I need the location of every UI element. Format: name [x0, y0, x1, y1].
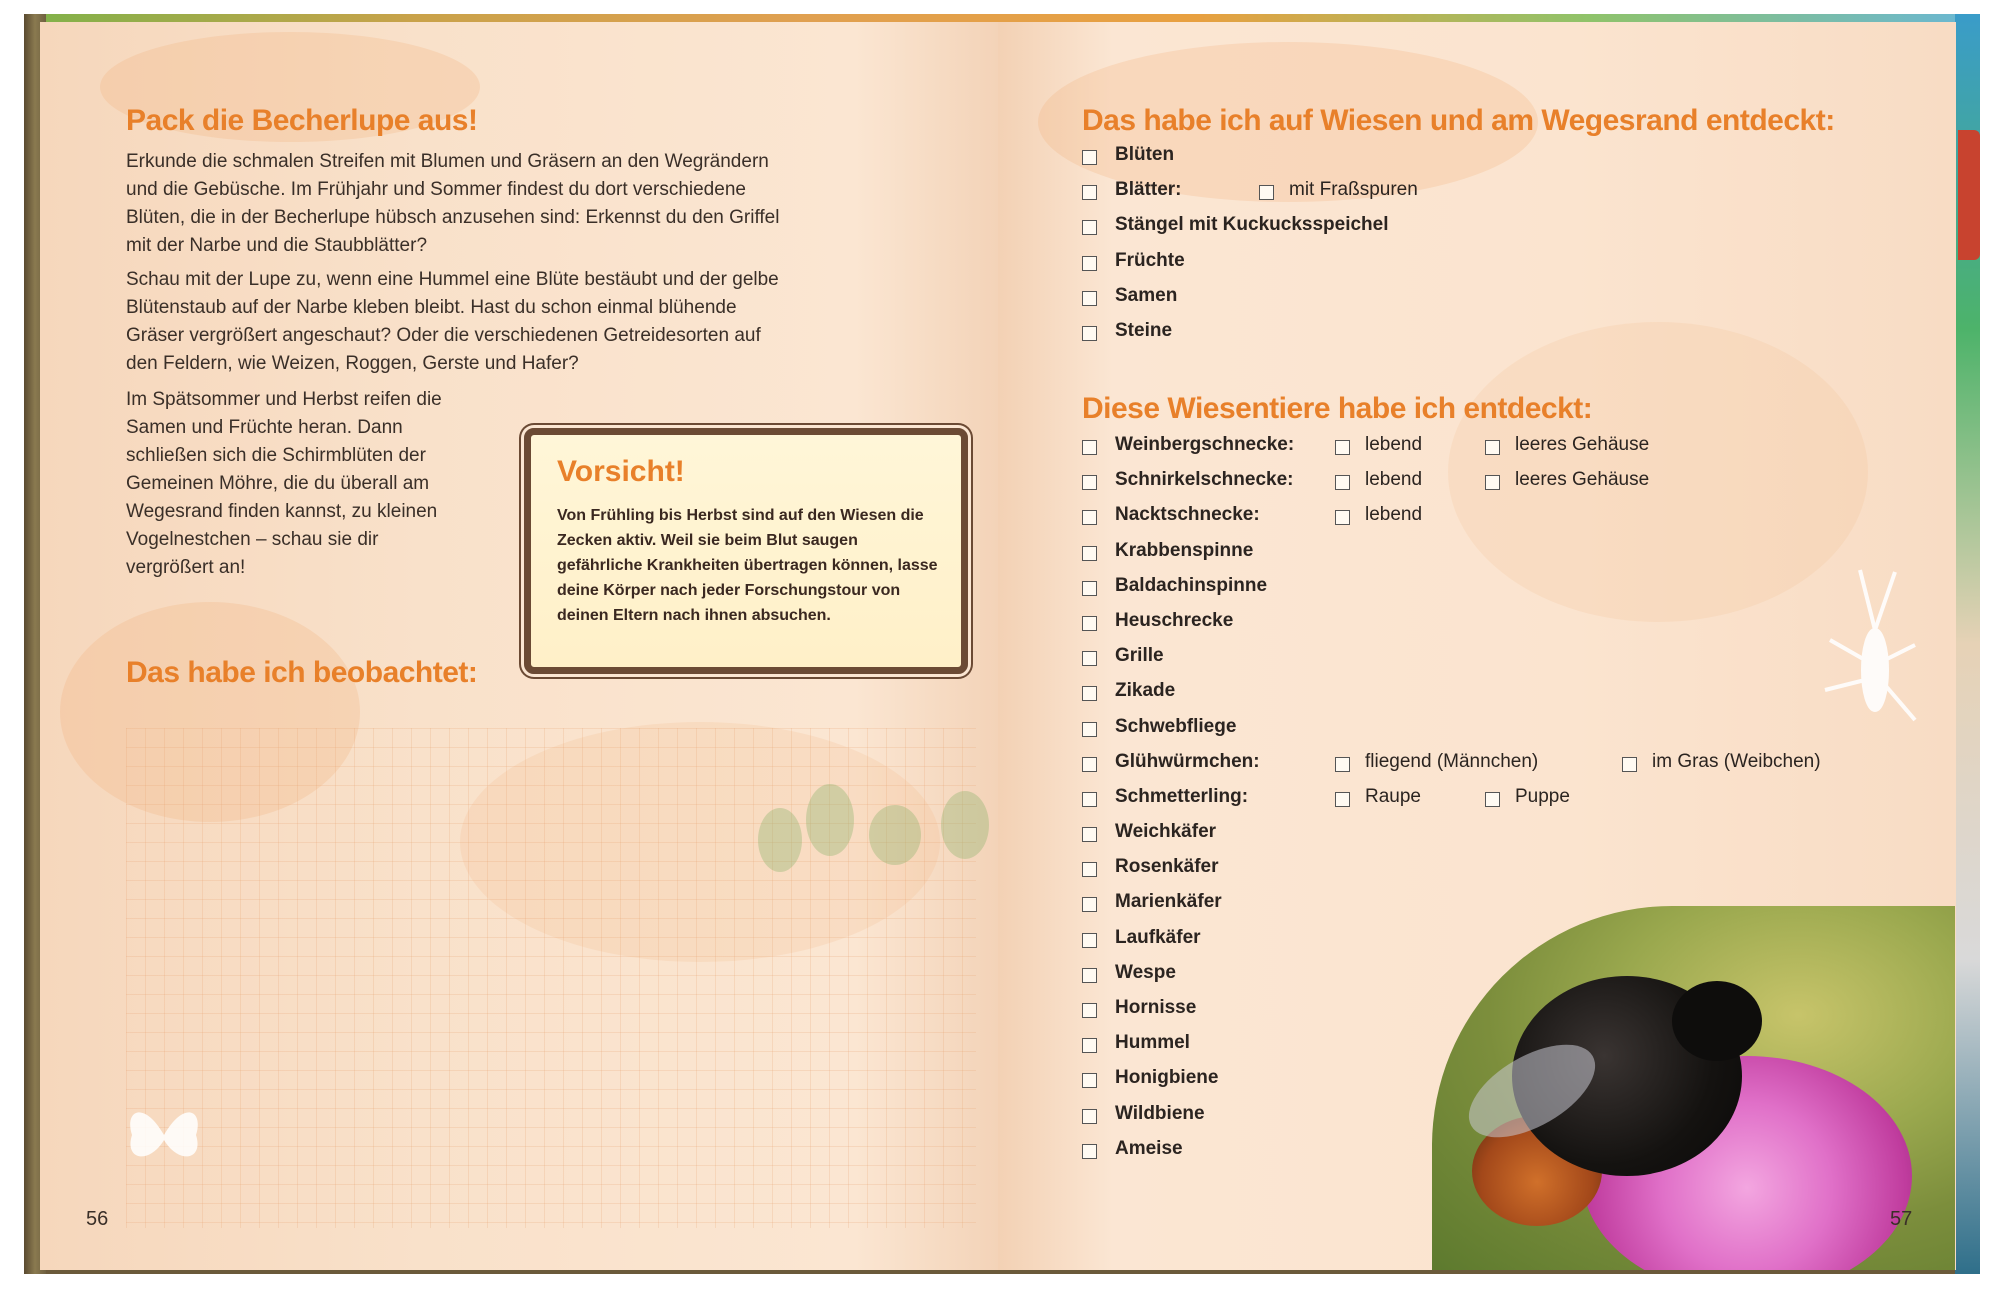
- checkbox[interactable]: [1082, 256, 1097, 271]
- decor-blob: [1448, 322, 1868, 622]
- checkbox[interactable]: [1082, 510, 1097, 525]
- checkbox[interactable]: [1082, 185, 1097, 200]
- insect-silhouette: [1820, 560, 1920, 760]
- narrow-text: [126, 386, 456, 588]
- checklist-label: Wildbiene: [1115, 1102, 1205, 1124]
- checkbox[interactable]: [1082, 686, 1097, 701]
- checkbox[interactable]: [1082, 291, 1097, 306]
- option-checkbox[interactable]: [1335, 440, 1350, 455]
- warning-title: Vorsicht!: [557, 455, 685, 488]
- option-label: leeres Gehäuse: [1515, 434, 1650, 455]
- checkbox[interactable]: [1082, 1073, 1097, 1088]
- option-label: Puppe: [1515, 785, 1570, 807]
- checkbox[interactable]: [1082, 616, 1097, 631]
- warning-box: [524, 428, 968, 674]
- checklist-label: Glühwürmchen:: [1115, 750, 1260, 772]
- option-checkbox[interactable]: [1485, 475, 1500, 490]
- checkbox[interactable]: [1082, 440, 1097, 455]
- page-number-left: 56: [86, 1208, 109, 1230]
- checklist-label: Stängel mit Kuckucksspeichel: [1115, 214, 1389, 236]
- option-label: leeres Gehäuse: [1515, 469, 1650, 491]
- option-label: lebend: [1365, 434, 1423, 455]
- option-label: lebend: [1365, 469, 1423, 491]
- checkbox[interactable]: [1082, 1038, 1097, 1053]
- option-checkbox[interactable]: [1259, 185, 1274, 200]
- checklist-label: Honigbiene: [1115, 1067, 1219, 1089]
- checkbox[interactable]: [1082, 581, 1097, 596]
- checkbox[interactable]: [1082, 1003, 1097, 1018]
- option-label: mit Fraßspuren: [1289, 179, 1418, 201]
- checkbox[interactable]: [1082, 1109, 1097, 1124]
- option-label: im Gras (Weibchen): [1652, 750, 1821, 772]
- checklist-label: Rosenkäfer: [1115, 856, 1219, 878]
- page-number-right: 57: [1890, 1208, 1913, 1230]
- checkbox[interactable]: [1082, 1144, 1097, 1159]
- option-label: fliegend (Männchen): [1365, 750, 1539, 772]
- option-checkbox[interactable]: [1335, 510, 1350, 525]
- checklist-label: Früchte: [1115, 249, 1185, 271]
- bookmark-tab: [1958, 130, 1980, 260]
- checklist-label: Weinbergschnecke:: [1115, 434, 1295, 455]
- option-checkbox[interactable]: [1485, 440, 1500, 455]
- checkbox[interactable]: [1082, 546, 1097, 561]
- checklist-label: Nacktschnecke:: [1115, 504, 1260, 526]
- paragraph-2: Schau mit der Lupe zu, wenn eine Hummel eine Blüte bestäubt und der gelbe Blütenstaub auf der Narbe kleben bleibt. Hast du schon einmal blühende Gräser vergrößert angeschaut? Oder die verschiedenen Getreidesorten auf den Feldern, wie Weizen, Roggen, Gerste und Hafer?: [126, 269, 779, 374]
- checklist-label: Ameise: [1115, 1137, 1183, 1159]
- paragraph-3: Im Spätsommer und Herbst reifen die Samen und Früchte heran. Dann schließen sich die Schirmblüten der Gemeinen Möhre, die du überall am Wegesrand finden kannst, zu kleinen Vogelnestchen – schau sie dir vergrößert an!: [126, 389, 442, 578]
- checklist-label: Steine: [1115, 319, 1173, 341]
- checklist-label: Heuschrecke: [1115, 609, 1234, 631]
- checkbox[interactable]: [1082, 968, 1097, 983]
- section1-heading: Das habe ich auf Wiesen und am Wegesrand entdeckt:: [1082, 104, 1835, 137]
- option-label: lebend: [1365, 504, 1423, 526]
- checkbox[interactable]: [1082, 326, 1097, 341]
- checkbox[interactable]: [1082, 651, 1097, 666]
- checkbox[interactable]: [1082, 475, 1097, 490]
- checkbox[interactable]: [1082, 757, 1097, 772]
- option-label: Raupe: [1365, 785, 1421, 807]
- checklist-label: Grille: [1115, 645, 1164, 667]
- left-heading: Pack die Becherlupe aus!: [126, 104, 478, 137]
- warning-text: Von Frühling bis Herbst sind auf den Wiesen die Zecken aktiv. Weil sie beim Blut saugen gefährliche Krankheiten übertragen können, lasse deine Körper nach jeder Forschungstour von deinen Eltern nach ihnen absuchen.: [557, 507, 938, 624]
- checklist-label: Schnirkelschnecke:: [1115, 469, 1294, 491]
- checklist-label: Samen: [1115, 284, 1178, 306]
- bee-head: [1672, 981, 1762, 1061]
- observed-heading: Das habe ich beobachtet:: [126, 656, 478, 689]
- checklist-label: Schwebfliege: [1115, 715, 1237, 737]
- checklist-label: Laufkäfer: [1115, 926, 1201, 948]
- option-checkbox[interactable]: [1335, 792, 1350, 807]
- checklist-label: Schmetterling:: [1115, 785, 1249, 807]
- intro-text: [126, 148, 786, 384]
- checkbox[interactable]: [1082, 792, 1097, 807]
- checkbox[interactable]: [1082, 933, 1097, 948]
- checklist-label: Baldachinspinne: [1115, 574, 1268, 596]
- option-checkbox[interactable]: [1335, 757, 1350, 772]
- checkbox[interactable]: [1082, 150, 1097, 165]
- butterfly-icon: [124, 1100, 204, 1170]
- checklist-label: Hummel: [1115, 1032, 1190, 1054]
- option-checkbox[interactable]: [1622, 757, 1637, 772]
- checklist-label: Marienkäfer: [1115, 891, 1222, 913]
- checkbox[interactable]: [1082, 897, 1097, 912]
- checklist-label: Zikade: [1115, 680, 1176, 702]
- checklist-label: Hornisse: [1115, 997, 1197, 1018]
- option-checkbox[interactable]: [1485, 792, 1500, 807]
- checkbox[interactable]: [1082, 827, 1097, 842]
- option-checkbox[interactable]: [1335, 475, 1350, 490]
- checkbox[interactable]: [1082, 722, 1097, 737]
- checkbox[interactable]: [1082, 220, 1097, 235]
- checklist-label: Wespe: [1115, 961, 1176, 983]
- section2-heading: Diese Wiesentiere habe ich entdeckt:: [1082, 392, 1593, 425]
- checklist-label: Krabbenspinne: [1115, 539, 1254, 561]
- checklist-label: Weichkäfer: [1115, 821, 1217, 843]
- checklist-label: Blätter:: [1115, 179, 1182, 201]
- checklist-label: Blüten: [1115, 144, 1175, 165]
- paragraph-1: Erkunde die schmalen Streifen mit Blumen und Gräsern an den Wegrändern und die Gebüsche. Im Frühjahr und Sommer findest du dort verschiedene Blüten, die in der Becherlupe hübsch anzusehen sind: Erkennst du den Griffel mit der Narbe und die Staubblätter?: [126, 151, 780, 256]
- checkbox[interactable]: [1082, 862, 1097, 877]
